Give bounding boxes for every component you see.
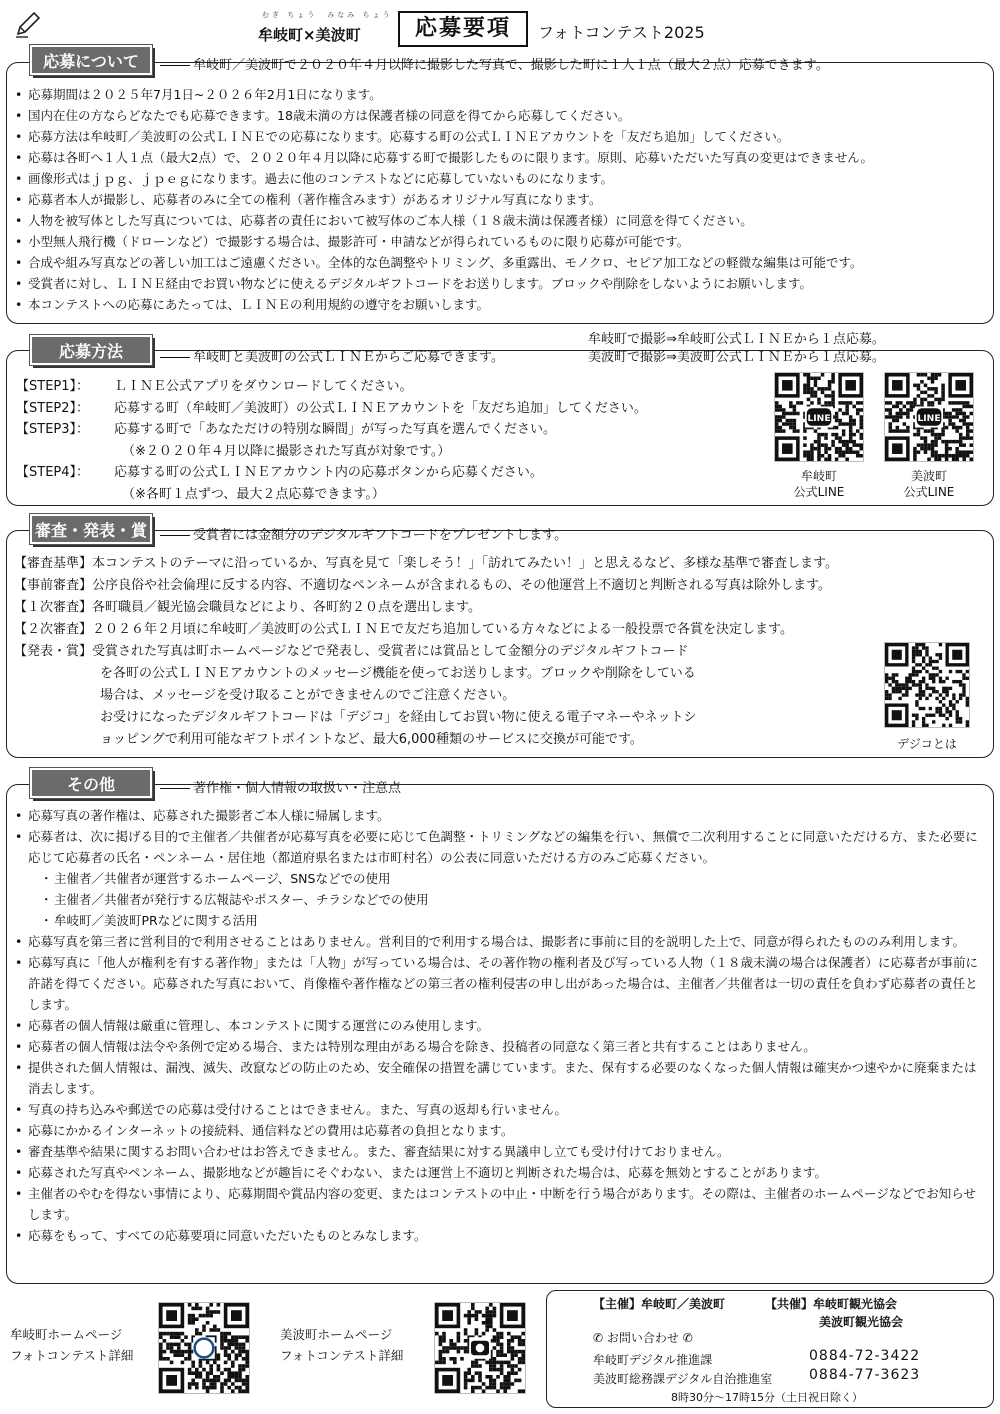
list-item: • 応募方法は牟岐町／美波町の公式ＬＩＮＥでの応募になります。応募する町の公式ＬＩＮＥアカウントを「友だち追加」してください。 bbox=[14, 126, 984, 147]
mugi-hp-label bbox=[10, 1324, 133, 1366]
qr-code-mugi-line[interactable] bbox=[774, 372, 864, 462]
screening-lead: 受賞者には金額分のデジタルギフトコードをプレゼントします。 bbox=[160, 524, 567, 543]
step-text: 応募する町（牟岐町／美波町）の公式ＬＩＮＥアカウントを「友だち追加」してください。 bbox=[114, 401, 647, 416]
other-list bbox=[14, 805, 978, 1246]
mugi-hp-line2: フォトコンテスト詳細 bbox=[10, 1348, 134, 1363]
method-lead: 牟岐町と美波町の公式ＬＩＮＥからご応募できます。 bbox=[160, 346, 504, 365]
contest-name: フォトコンテスト2025 bbox=[538, 23, 705, 42]
sub-list-item: ・ 牟岐町／美波町PRなどに関する活用 bbox=[14, 910, 978, 931]
list-item: • 応募期間は２０２５年7月1日~２０２６年2月1日になります。 bbox=[14, 84, 984, 105]
contact-box bbox=[546, 1290, 994, 1408]
inquiry-heading bbox=[593, 1329, 693, 1346]
sub-list-item: ・ 主催者／共催者が発行する広報誌やポスター、チラシなどでの使用 bbox=[14, 889, 978, 910]
announce-line: を各町の公式ＬＩＮＥアカウントのメッセージ機能を使ってお送りします。ブロックや削除をしている bbox=[100, 666, 696, 681]
phone-icon: ✆ bbox=[682, 1331, 693, 1345]
list-item: • 合成や組み写真などの著しい加工はご遠慮ください。全体的な色調整やトリミング、多重露出、モノクロ、セピア加工などの軽微な編集は可能です。 bbox=[14, 252, 984, 273]
minami-tel: 0884-77-3623 bbox=[809, 1367, 921, 1383]
announce-line: お受けになったデジタルギフトコードは「デジコ」を経由してお買い物に使える電子マネーやネットシ bbox=[100, 710, 697, 725]
step-text: 応募する町の公式ＬＩＮＥアカウント内の応募ボタンから応募ください。 bbox=[114, 465, 543, 480]
mugi-hp-line1: 牟岐町ホームページ bbox=[10, 1327, 123, 1342]
list-item: • 応募者本人が撮影し、応募者のみに全ての権利（著作権含みます）があるオリジナル写真になります。 bbox=[14, 189, 984, 210]
announce-line: 場合は、メッセージを受け取ることができませんのでご注意ください。 bbox=[100, 688, 516, 703]
step-4 bbox=[16, 461, 543, 480]
screen-label: 【２次審査】 bbox=[14, 622, 93, 637]
pencil-icon bbox=[14, 10, 42, 38]
step-label: 【STEP4】： bbox=[16, 465, 90, 480]
qr-caption-line2: 公式LINE bbox=[903, 485, 955, 499]
list-item: • 応募者の個人情報は厳重に管理し、本コンテストに関する運営にのみ使用します。 bbox=[14, 1015, 978, 1036]
minami-dept: 美波町総務課デジタル自治推進室 bbox=[593, 1372, 773, 1386]
screen-text: ２０２６年２月頃に牟岐町／美波町の公式ＬＩＮＥで友だち追加している方々などによる一般投票で各賞を決定します。 bbox=[92, 622, 793, 637]
list-item: • 応募写真を第三者に営利目的で利用させることはありません。営利目的で利用する場合は、撮影者に事前に目的を説明した上で、同意が得られたもののみ利用します。 bbox=[14, 931, 978, 952]
step-1 bbox=[16, 375, 412, 394]
screen-text: 公序良俗や社会倫理に反する内容、不適切なペンネームが含まれるもの、その他運営上不適切と判断される写真は除外します。 bbox=[92, 578, 832, 593]
sub-list-item: ・ 主催者／共催者が運営するホームページ、SNSなどでの使用 bbox=[14, 868, 978, 889]
announce-line: ョッピングで利用可能なギフトポイントなど、最大6,000種類のサービスに交換が可能です。 bbox=[100, 732, 643, 747]
step-label: 【STEP3】： bbox=[16, 422, 90, 437]
towns-title: 牟岐町×美波町 bbox=[258, 26, 361, 44]
office-hours: 8時30分～17時15分（土日祝日除く） bbox=[671, 1391, 863, 1404]
step-4-note: （※各町１点ずつ、最大２点応募できます。） bbox=[122, 487, 385, 502]
page-header bbox=[0, 6, 1000, 46]
screening-pre bbox=[14, 574, 831, 593]
about-list bbox=[14, 84, 984, 315]
screen-label: 【発表・賞】 bbox=[14, 644, 93, 659]
qr-caption-minami bbox=[884, 468, 974, 500]
screen-text: 本コンテストのテーマに沿っているか、写真を見て「楽しそう！」「訪れてみたい！」と思えるなど、多様な基準で審査します。 bbox=[92, 556, 838, 571]
method-note-minami: 美波町で撮影⇒美波町公式ＬＩＮＥから１点応募。 bbox=[588, 350, 885, 365]
towns-ruby: むぎ ちょう みなみ ちょう bbox=[262, 11, 393, 19]
step-text: 応募する町で「あなただけの特別な瞬間」が写った写真を選んでください。 bbox=[114, 422, 557, 437]
screening-announce bbox=[14, 640, 688, 659]
list-item: • 小型無人飛行機（ドローンなど）で撮影する場合は、撮影許可・申請などが得られているものに限り応募が可能です。 bbox=[14, 231, 984, 252]
screening-criteria bbox=[14, 552, 838, 571]
screening-first bbox=[14, 596, 481, 615]
minami-hp-label bbox=[280, 1324, 403, 1366]
step-2 bbox=[16, 397, 647, 416]
step-label: 【STEP1】： bbox=[16, 379, 90, 394]
list-item: • 主催者のやむを得ない事情により、応募期間や賞品内容の変更、またはコンテストの中止・中断を行う場合があります。その際は、主催者のホームページなどでお知らせします。 bbox=[14, 1183, 978, 1225]
qr-code-minami-hp[interactable] bbox=[434, 1302, 526, 1394]
list-item: • 写真の持ち込みや郵送での応募は受付けることはできません。また、写真の返却も行いません。 bbox=[14, 1099, 978, 1120]
screen-label: 【１次審査】 bbox=[14, 600, 93, 615]
qr-caption-mugi bbox=[774, 468, 864, 500]
list-item: • 応募写真の著作権は、応募された撮影者ご本人様に帰属します。 bbox=[14, 805, 978, 826]
list-item: • 人物を被写体とした写真については、応募者の責任において被写体のご本人様（１８歳未満は保護者様）に同意を得てください。 bbox=[14, 210, 984, 231]
list-item: • 応募は各町へ１人１点（最大2点）で、２０２０年４月以降に応募する町で撮影したものに限ります。原則、応募いただいた写真の変更はできません。 bbox=[14, 147, 984, 168]
screen-label: 【事前審査】 bbox=[14, 578, 93, 593]
qr-code-digico[interactable] bbox=[884, 642, 970, 728]
list-item: • 提供された個人情報は、漏洩、滅失、改竄などの防止のため、安全確保の措置を講じています。また、保有する必要のなくなった個人情報は確実かつ速やかに廃棄または消去します。 bbox=[14, 1057, 978, 1099]
list-item: • 画像形式はｊｐｇ、ｊｐｅｇになります。過去に他のコンテストなどに応募していないものになります。 bbox=[14, 168, 984, 189]
mugi-dept: 牟岐町デジタル推進課 bbox=[593, 1353, 713, 1367]
minami-hp-line2: フォトコンテスト詳細 bbox=[280, 1348, 404, 1363]
screen-text: 受賞された写真は町ホームページなどで発表し、受賞者には賞品として金額分のデジタルギフトコード bbox=[92, 644, 689, 659]
list-item: • 応募者の個人情報は法令や条例で定める場合、または特別な理由がある場合を除き、投稿者の同意なく第三者と共有することはありません。 bbox=[14, 1036, 978, 1057]
step-text: ＬＩＮＥ公式アプリをダウンロードしてください。 bbox=[114, 379, 413, 394]
tab-about: 応募について bbox=[30, 45, 152, 75]
tab-method: 応募方法 bbox=[30, 335, 152, 365]
list-item: • 応募写真に「他人が権利を有する著作物」または「人物」が写っている場合は、その著作物の権利者及び写っている人物（１８歳未満の場合は保護者）に応募者が事前に許諾を得てください。応募された写真において、肖像権や著作権などの第三者の権利侵害の申し出があった場合は、主催者／共催者は一切の責任を負わず応募者の責任とします。 bbox=[14, 952, 978, 1015]
qr-code-minami-line[interactable] bbox=[884, 372, 974, 462]
screening-second bbox=[14, 618, 793, 637]
list-item: • 国内在住の方ならどなたでも応募できます。18歳未満の方は保護者様の同意を得てから応募してください。 bbox=[14, 105, 984, 126]
qr-caption-line1: 美波町 bbox=[910, 469, 947, 483]
qr-caption-line2: 公式LINE bbox=[793, 485, 845, 499]
list-item: • 応募にかかるインターネットの接続料、通信料などの費用は応募者の負担となります。 bbox=[14, 1120, 978, 1141]
list-item: • 審査基準や結果に関するお問い合わせはお答えできません。また、審査結果に対する異議申し立ても受け付けておりません。 bbox=[14, 1141, 978, 1162]
method-note-mugi: 牟岐町で撮影⇒牟岐町公式ＬＩＮＥから１点応募。 bbox=[588, 332, 885, 347]
other-lead: 著作権・個人情報の取扱い・注意点 bbox=[160, 777, 401, 796]
tab-other: その他 bbox=[30, 768, 152, 798]
list-item: • 応募者は、次に掲げる目的で主催者／共催者が応募写真を必要に応じて色調整・トリミングなどの編集を行い、無償で二次利用することに同意いただける方、また必要に応じて応募者の氏名・ペンネーム・居住地（都道府県名または市町村名）の公表に同意いただける方のみご応募ください。 bbox=[14, 826, 978, 868]
co-organizer-2: 美波町観光協会 bbox=[819, 1315, 904, 1329]
inquiry-label: お問い合わせ bbox=[606, 1331, 679, 1345]
page-title: 応募要項 bbox=[398, 11, 528, 47]
about-lead: 牟岐町／美波町で２０２０年４月以降に撮影した写真で、撮影した町に１人１点（最大２点）応募できます。 bbox=[160, 54, 829, 73]
phone-icon: ✆ bbox=[593, 1331, 604, 1345]
minami-hp-line1: 美波町ホームページ bbox=[280, 1327, 393, 1342]
step-3-note: （※２０２０年４月以降に撮影された写真が対象です。） bbox=[122, 444, 451, 459]
qr-code-mugi-hp[interactable] bbox=[158, 1302, 250, 1394]
qr-caption-digico: デジコとは bbox=[897, 737, 957, 751]
list-item: • 応募された写真やペンネーム、撮影地などが趣旨にそぐわない、または運営上不適切と判断された場合は、応募を無効とすることがあります。 bbox=[14, 1162, 978, 1183]
list-item: • 受賞者に対し、ＬＩＮＥ経由でお買い物などに使えるデジタルギフトコードをお送りします。ブロックや削除をしないようにお願いします。 bbox=[14, 273, 984, 294]
line-logo-icon: LINE bbox=[807, 413, 831, 424]
step-label: 【STEP2】： bbox=[16, 401, 90, 416]
list-item: • 本コンテストへの応募にあたっては、ＬＩＮＥの利用規約の遵守をお願いします。 bbox=[14, 294, 984, 315]
co-organizer: 【共催】牟岐町観光協会 bbox=[765, 1297, 898, 1311]
screen-text: 各町職員／観光協会職員などにより、各町約２０点を選出します。 bbox=[92, 600, 481, 615]
mugi-tel: 0884-72-3422 bbox=[809, 1348, 921, 1364]
line-logo-icon: LINE bbox=[917, 413, 941, 424]
tab-screening: 審査・発表・賞 bbox=[30, 514, 152, 544]
list-item: • 応募をもって、すべての応募要項に同意いただいたものとみなします。 bbox=[14, 1225, 978, 1246]
organizer: 【主催】牟岐町／美波町 bbox=[593, 1297, 726, 1311]
qr-caption-line1: 牟岐町 bbox=[800, 469, 837, 483]
step-3 bbox=[16, 418, 556, 437]
screen-label: 【審査基準】 bbox=[14, 556, 93, 571]
